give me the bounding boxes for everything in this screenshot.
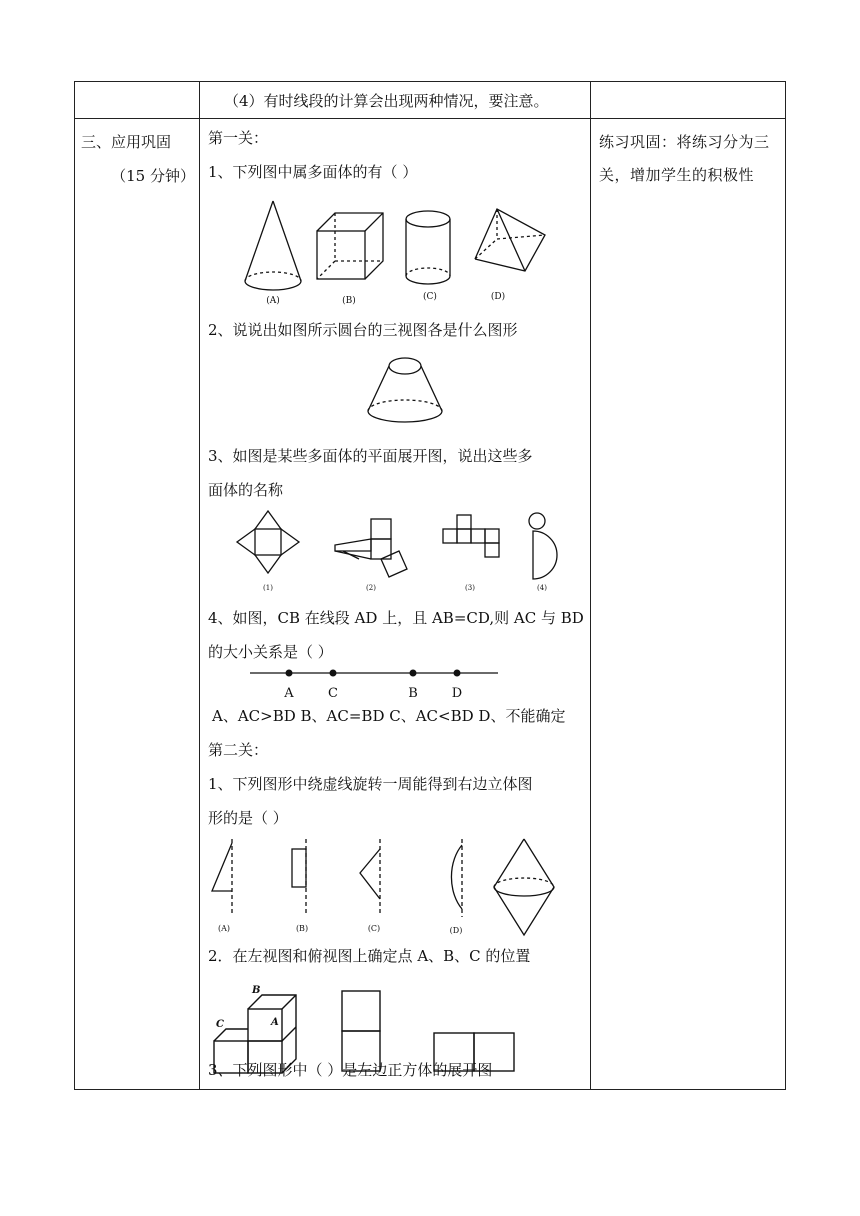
q1-label-a: (A) [266,296,280,306]
remark-text: 练习巩固：将练习分为三关，增加学生的积极性 [599,133,770,184]
note-text: （4）有时线段的计算会出现两种情况，要注意。 [224,92,549,110]
stage-cell [75,119,200,1090]
point-d: D [451,686,463,701]
polyhedra-figure [235,189,565,309]
point-c: C [328,686,338,701]
q1-label-c: (C) [423,292,437,302]
rot-label-b: (B) [295,924,309,933]
stage-title: 三、应用巩固 [81,133,172,151]
q1-label-d: (D) [490,292,506,302]
cube-point-b: B [252,985,261,996]
q1-label-b: (B) [342,296,356,306]
level2-q1-line2: 形的是（ ） [208,809,288,827]
exercise-cell [200,119,591,1090]
level1-q2: 2、说说出如图所示圆台的三视图各是什么图形 [208,321,518,339]
stage-cell-empty [75,82,200,119]
stage-duration: （15 分钟） [111,167,195,185]
level1-q3-line2: 面体的名称 [208,481,284,499]
point-b: B [408,686,418,701]
rot-label-a: (A) [217,924,231,933]
remark-cell-empty [591,82,786,119]
level1-title: 第一关： [208,129,269,147]
level2-q1-line1: 1、下列图形中绕虚线旋转一周能得到右边立体图 [208,775,533,793]
q3-label-1: (1) [263,584,273,592]
table-row [75,119,786,1090]
rot-label-d: (D) [449,926,463,935]
rot-label-c: (C) [367,924,381,933]
frustum-figure [360,351,450,429]
lesson-table [74,81,786,1090]
point-a: A [284,686,294,701]
level1-q3-line1: 3、如图是某些多面体的平面展开图，说出这些多 [208,447,533,465]
content-cell [200,82,591,119]
cube-point-a: A [271,1017,279,1028]
level2-title: 第二关： [208,741,269,759]
q3-label-3: (3) [465,584,475,592]
nets-figure [235,507,575,593]
table-row [75,82,786,119]
remark-cell [591,119,786,1090]
level1-q4-line1: 4、如图，CB 在线段 AD 上，且 AB=CD,则 AC 与 BD [208,609,584,627]
cube-point-c: C [216,1019,224,1030]
level2-q3: 3、下列图形中（ ）是左边正方体的展开图 [208,1061,493,1079]
segment-figure [240,667,500,703]
level1-q4-line2: 的大小关系是（ ） [208,643,333,661]
level1-q4-options: A、AC>BD B、AC=BD C、AC<BD D、不能确定 [212,707,566,725]
q3-label-2: (2) [366,584,376,592]
q3-label-4: (4) [537,584,547,592]
level1-q1: 1、下列图中属多面体的有（ ） [208,163,418,181]
rotation-figure [206,837,566,937]
level2-q2: 2．在左视图和俯视图上确定点 A、B、C 的位置 [208,947,531,965]
